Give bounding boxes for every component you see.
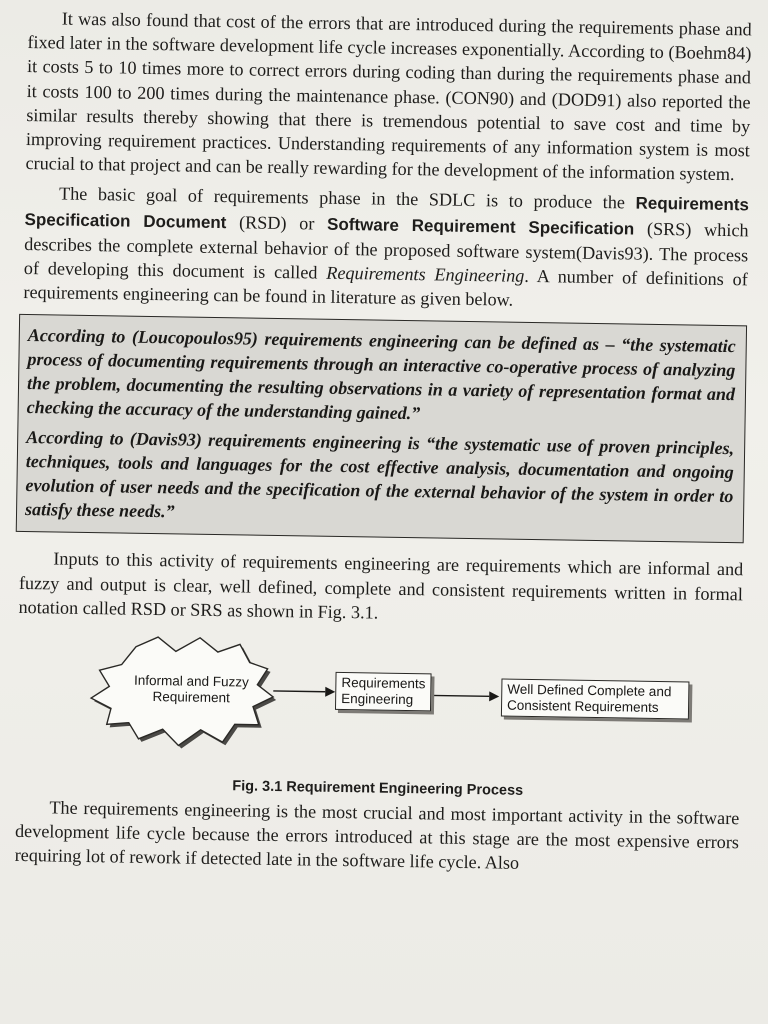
- box-2-line-1: Well Defined Complete and: [507, 681, 672, 700]
- arrow-2-head: [489, 691, 499, 701]
- definition-davis93: According to (Davis93) requirements engineering is “the systematic use of proven principles, techniques, tools and languages for the cost effective analysis, documentation and ongoing evolution of user needs and the specification of the external behavior of the system in order to satisfy these needs.”: [24, 427, 735, 522]
- star-label-line-2: Requirement: [152, 689, 230, 706]
- box-1-line-1: Requirements: [341, 675, 426, 692]
- requirements-engineering-box: [335, 672, 432, 712]
- definitions-box: [16, 314, 747, 543]
- paragraph-inputs: Inputs to this activity of requirements engineering are requirements which are informal and fuzzy and output is clear, well defined, complete and consistent requirements written in formal notation called RSD or SRS as shown in Fig. 3.1.: [18, 548, 744, 623]
- figure-caption: Fig. 3.1 Requirement Engineering Process: [232, 778, 524, 799]
- paragraph-text: . A number of definitions of requirements engineering can be found in literature as given below.: [23, 265, 748, 310]
- paragraph-most-crucial: The requirements engineering is the most crucial and most important activity in the software development life cycle because the errors introduced at this stage are the most expensive errors requiring lot of rework if detected late in the software life cycle. Also: [14, 797, 740, 874]
- requirement-engineering-diagram: [16, 627, 742, 768]
- arrow-2-line: [431, 695, 489, 696]
- page-content: [14, 6, 752, 885]
- arrow-1-line: [273, 691, 325, 692]
- paragraph-text: (SRS) which describes the complete external behavior of the proposed software system(Davis93). The process of developing this document is called: [23, 218, 749, 283]
- box-2-line-2: Consistent Requirements: [506, 697, 659, 716]
- star-label-line-1: Informal and Fuzzy: [133, 672, 249, 690]
- paragraph-text: (RSD) or: [226, 211, 328, 234]
- paragraph-basic-goal: [23, 181, 749, 315]
- bold-term-srs: Software Requirement Specification: [326, 214, 635, 239]
- bold-term-rsd: Requirements Specification Document: [24, 193, 750, 232]
- paragraph-text: The basic goal of requirements phase in the SDLC is to produce the: [58, 183, 636, 213]
- well-defined-requirements-box: [501, 679, 690, 720]
- star-label: [121, 673, 261, 707]
- arrow-1-head: [325, 687, 335, 697]
- box-1-line-2: Engineering: [341, 691, 414, 708]
- definition-loucopoulos95: According to (Loucopoulos95) requirements engineering can be defined as – “the systematic process of documenting requirements through an interactive co-operative process of analyzing the problem, documenting the resulting observations in a variety of representation format and checking the accuracy of the understanding gained.”: [26, 325, 736, 424]
- italic-term-requirements-engineering: Requirements Engineering: [326, 262, 525, 286]
- paragraph-cost-of-errors: It was also found that cost of the errors that are introduced during the requirements phase and fixed later in the software development life cycle increases exponentially. According to (Boehm84) it costs 5 to 10 times more to correct errors during coding than during the requirements phase and it costs 100 to 200 times during the maintenance phase. (CON90) and (DOD91) also reported the similar results thereby showing that there is tremendous potential to save cost and time by improving requirement practices. Understanding requirements of any information system is most crucial to that project and can be really rewarding for the development of the information system.: [25, 8, 752, 185]
